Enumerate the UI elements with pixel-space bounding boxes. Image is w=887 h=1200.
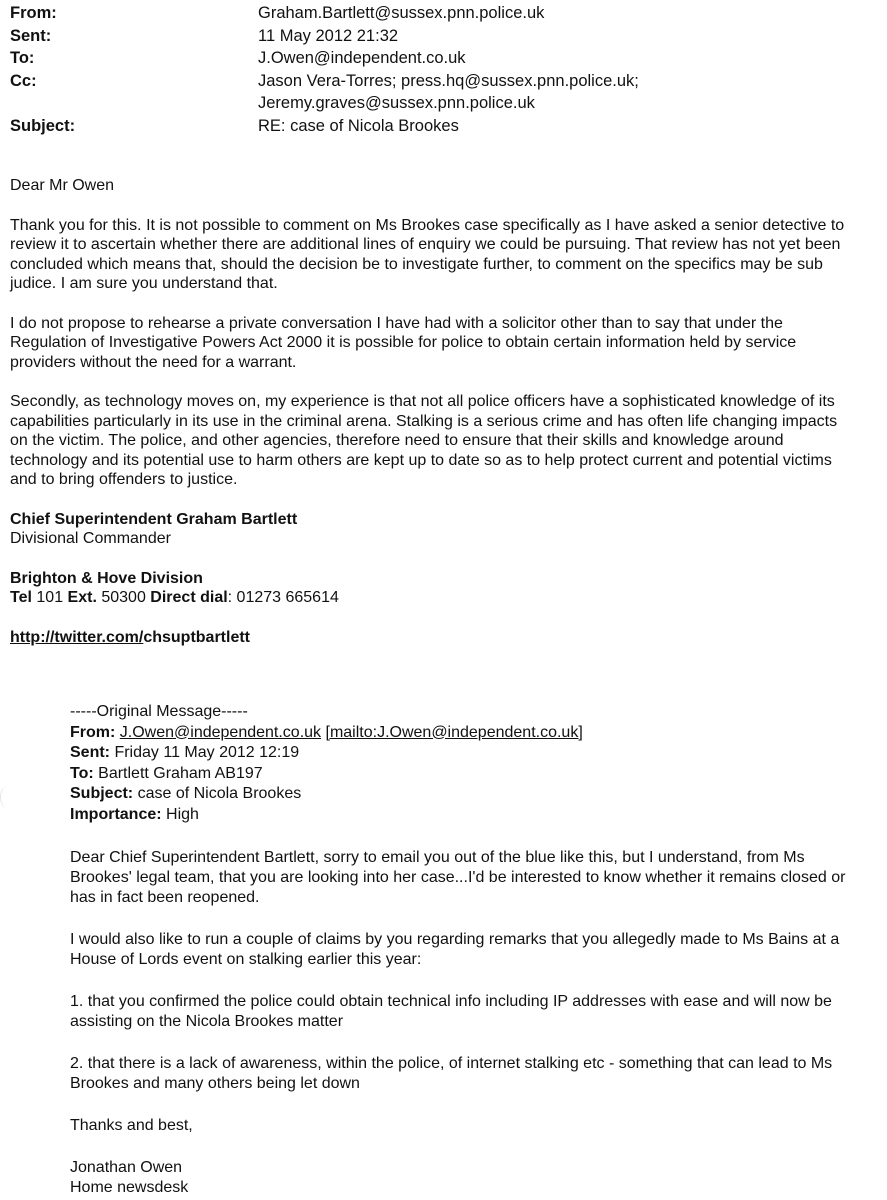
- direct-dial-label: Direct dial: [150, 589, 228, 606]
- original-sent-label: Sent:: [70, 744, 110, 761]
- ext-value: 50300: [101, 589, 146, 606]
- twitter-handle: chsuptbartlett: [143, 628, 250, 646]
- tel-label: Tel: [10, 589, 32, 606]
- cc-value-line2: Jeremy.graves@sussex.pnn.police.uk: [258, 94, 535, 112]
- to-label: To:: [10, 49, 35, 67]
- original-paragraph-2: [70, 930, 887, 970]
- header-subject-row: [10, 115, 887, 138]
- reply-p3-line: on the victim. The police, and other agencies, therefore need to ensure that their skills and knowledge around: [10, 432, 784, 449]
- signature-twitter: [10, 628, 887, 648]
- signature-division: Brighton & Hove Division: [10, 569, 203, 587]
- reply-greeting: Dear Mr Owen: [10, 177, 115, 194]
- reply-p2-line: I do not propose to rehearse a private conversation I have had with a solicitor other than to say that under the: [10, 314, 783, 332]
- cc-value-line1: Jason Vera-Torres; press.hq@sussex.pnn.police.uk;: [258, 71, 639, 90]
- original-from-label: From:: [70, 723, 116, 741]
- original-subject-label: Subject:: [70, 785, 134, 802]
- original-closing: Thanks and best,: [70, 1117, 193, 1134]
- original-subject-row: [70, 784, 887, 805]
- header-cc-row: [10, 70, 887, 93]
- subject-value: RE: case of Nicola Brookes: [258, 116, 459, 135]
- signature-role: Divisional Commander: [10, 530, 171, 547]
- twitter-link[interactable]: http://twitter.com/: [10, 628, 144, 646]
- original-mailto-link[interactable]: [mailto:J.Owen@independent.co.uk]: [325, 723, 583, 741]
- original-p2-line: House of Lords event on stalking earlier this year:: [70, 951, 422, 968]
- original-to-value: Bartlett Graham AB197: [98, 764, 263, 782]
- reply-p2-line: providers without the need for a warrant.: [10, 353, 297, 371]
- original-importance-value: High: [166, 805, 199, 823]
- header-to-row: [10, 47, 887, 70]
- reply-p1-line: concluded which means that, should the decision be to investigate further, to comment on the specifics may be sub: [10, 255, 823, 273]
- reply-p2-line: Regulation of Investigative Powers Act 2000 it is possible for police to obtain certain information held by service: [10, 334, 797, 351]
- original-sent-row: [70, 743, 887, 764]
- original-from-row: [70, 723, 887, 744]
- original-to-label: To:: [70, 764, 94, 782]
- original-sender-name: Jonathan Owen: [70, 1159, 183, 1176]
- from-value: Graham.Bartlett@sussex.pnn.police.uk: [258, 4, 545, 22]
- signature-phone: [10, 588, 887, 608]
- original-p1-line: Brookes' legal team, that you are looking into her case...I'd be interested to know whether it remains closed or: [70, 869, 846, 886]
- reply-p3-line: and to bring offenders to justice.: [10, 471, 238, 488]
- reply-p1-line: judice. I am sure you understand that.: [10, 275, 278, 292]
- reply-paragraph-3: [10, 392, 887, 490]
- original-paragraph-4: [70, 1054, 887, 1094]
- reply-paragraph-2: [10, 314, 887, 373]
- original-subject-value: case of Nicola Brookes: [137, 785, 302, 802]
- original-sender: [70, 1158, 887, 1198]
- original-sent-value: Friday 11 May 2012 12:19: [114, 744, 300, 761]
- original-sender-desk: Home newsdesk: [70, 1179, 189, 1196]
- original-message-body: [70, 848, 887, 1200]
- signature-name: Chief Superintendent Graham Bartlett: [10, 510, 298, 528]
- header-sent-row: [10, 25, 887, 48]
- original-paragraph-3: [70, 992, 887, 1032]
- reply-paragraph-1: [10, 216, 887, 294]
- scan-margin-mark: [0, 786, 15, 808]
- original-p2-line: I would also like to run a couple of claims by you regarding remarks that you allegedly made to Ms Bains at a: [70, 931, 840, 948]
- original-from-link[interactable]: J.Owen@independent.co.uk: [119, 723, 322, 741]
- original-importance-row: [70, 805, 887, 826]
- reply-p3-line: capabilities particularly in its use in the criminal arena. Stalking is a serious crime and has often life changing impacts: [10, 412, 838, 430]
- original-p4-line: Brookes and many others being let down: [70, 1075, 360, 1092]
- original-p1-line: Dear Chief Superintendent Bartlett, sorry to email you out of the blue like this, but I understand, from Ms: [70, 849, 805, 866]
- reply-p1-line: Thank you for this. It is not possible to comment on Ms Brookes case specifically as I have asked a senior detective to: [10, 216, 845, 234]
- reply-p3-line: technology and its potential use to harm others are kept up to date so as to help protect current and potential victims: [10, 451, 832, 469]
- tel-value: 101: [36, 589, 64, 606]
- original-to-row: [70, 764, 887, 785]
- original-importance-label: Importance:: [70, 805, 162, 823]
- reply-p1-line: review it to ascertain whether there are additional lines of enquiry we could be pursuing. That review has not yet been: [10, 236, 841, 253]
- ext-label: Ext.: [67, 589, 97, 606]
- email-header: [10, 2, 887, 137]
- header-cc-row-2: [10, 92, 887, 115]
- original-p3-line: 1. that you confirmed the police could obtain technical info including IP addresses with ease and will now be: [70, 993, 832, 1010]
- original-message-header: [70, 702, 887, 825]
- to-value: J.Owen@independent.co.uk: [258, 49, 466, 67]
- original-p1-line: has in fact been reopened.: [70, 889, 260, 906]
- original-paragraph-1: [70, 848, 887, 908]
- cc-label: Cc:: [10, 71, 37, 90]
- from-label: From:: [10, 4, 57, 22]
- subject-label: Subject:: [10, 116, 76, 135]
- reply-p3-line: Secondly, as technology moves on, my experience is that not all police officers have a sophisticated knowledge of its: [10, 393, 835, 410]
- header-from-row: [10, 2, 887, 25]
- direct-dial-value: : 01273 665614: [227, 589, 339, 606]
- original-p3-line: assisting on the Nicola Brookes matter: [70, 1013, 344, 1030]
- sent-label: Sent:: [10, 26, 52, 45]
- reply-body: [10, 176, 887, 667]
- signature-block-2: [10, 569, 887, 608]
- original-separator: -----Original Message-----: [70, 703, 248, 720]
- original-p4-line: 2. that there is a lack of awareness, within the police, of internet stalking etc - something that can lead to Ms: [70, 1055, 833, 1072]
- sent-value: 11 May 2012 21:32: [258, 26, 399, 45]
- signature-block-1: [10, 510, 887, 549]
